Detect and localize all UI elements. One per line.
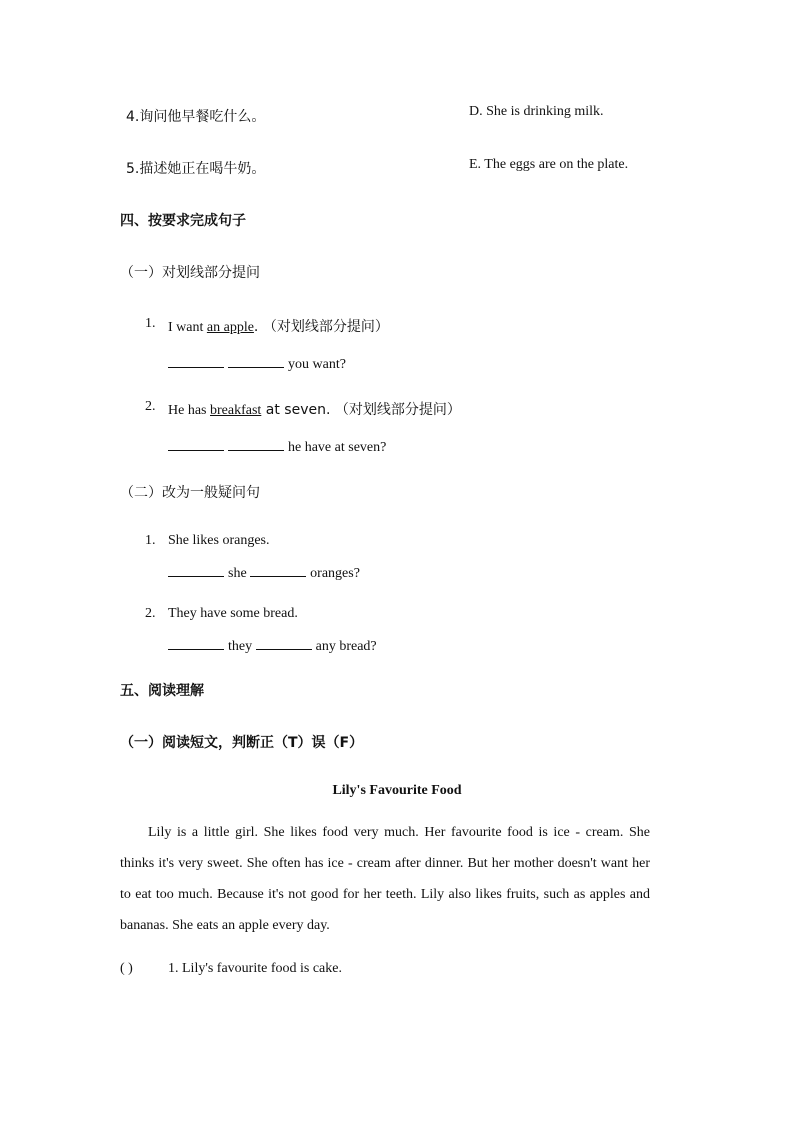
- answer-line: [168, 637, 377, 655]
- question-text-pre: He has: [168, 403, 210, 418]
- underlined-phrase: breakfast: [210, 403, 262, 418]
- matching-item-5: 5.描述她正在喝牛奶。: [126, 161, 266, 177]
- answer-blank[interactable]: [228, 438, 284, 451]
- passage-paragraph: [120, 817, 650, 941]
- question-text-pre: I want: [168, 320, 207, 335]
- passage-title: Lily's Favourite Food: [332, 783, 462, 798]
- matching-option-e: E. The eggs are on the plate.: [469, 157, 629, 172]
- answer-line: [168, 438, 386, 456]
- matching-item-4: 4.询问他早餐吃什么。: [126, 109, 266, 125]
- answer-blank[interactable]: [168, 564, 224, 577]
- question-text-post: at seven. （对划线部分提问）: [261, 402, 461, 418]
- answer-blank[interactable]: [168, 637, 224, 650]
- answer-line: [168, 355, 346, 373]
- section-5-part-1-title: （一）阅读短文，判断正（T）误（F）: [120, 735, 364, 751]
- answer-tail: you want?: [288, 357, 346, 372]
- question-text: [168, 399, 461, 419]
- section-4-part-1-title: （一）对划线部分提问: [120, 265, 260, 281]
- question-number: 1.: [145, 533, 156, 548]
- section-4-part-2-title: （二）改为一般疑问句: [120, 485, 260, 501]
- answer-line: [168, 564, 360, 582]
- question-text-post: . （对划线部分提问）: [253, 319, 389, 335]
- answer-blank[interactable]: [168, 438, 224, 451]
- question-number: 2.: [145, 606, 156, 621]
- question-text: [168, 316, 389, 336]
- answer-tail: any bread?: [315, 639, 377, 654]
- answer-blank[interactable]: [250, 564, 306, 577]
- answer-tail: he have at seven?: [288, 440, 387, 455]
- section-5-title: 五、阅读理解: [120, 683, 204, 699]
- answer-mid: she: [228, 566, 247, 581]
- underlined-phrase: an apple: [206, 320, 254, 335]
- answer-tail: oranges?: [310, 566, 360, 581]
- answer-blank[interactable]: [228, 355, 284, 368]
- reading-question: 1. Lily's favourite food is cake.: [168, 961, 342, 976]
- answer-paren[interactable]: ( ): [120, 961, 133, 976]
- answer-blank[interactable]: [256, 637, 312, 650]
- question-number: 1.: [145, 316, 156, 331]
- matching-option-d: D. She is drinking milk.: [469, 104, 604, 119]
- question-text: She likes oranges.: [168, 533, 270, 548]
- section-4-title: 四、按要求完成句子: [120, 213, 246, 229]
- answer-mid: they: [228, 639, 253, 654]
- answer-blank[interactable]: [168, 355, 224, 368]
- passage-text: Lily is a little girl. She likes food very much. Her favourite food is ice - cream. She thinks it's very sweet. She often has ice - cream after dinner. But her mother doesn't want her to eat too much. Because it's not good for her teeth. Lily also likes fruits, such as apples and bananas. She eats an apple every day.: [120, 825, 650, 933]
- question-text: They have some bread.: [168, 606, 298, 621]
- question-number: 2.: [145, 399, 156, 414]
